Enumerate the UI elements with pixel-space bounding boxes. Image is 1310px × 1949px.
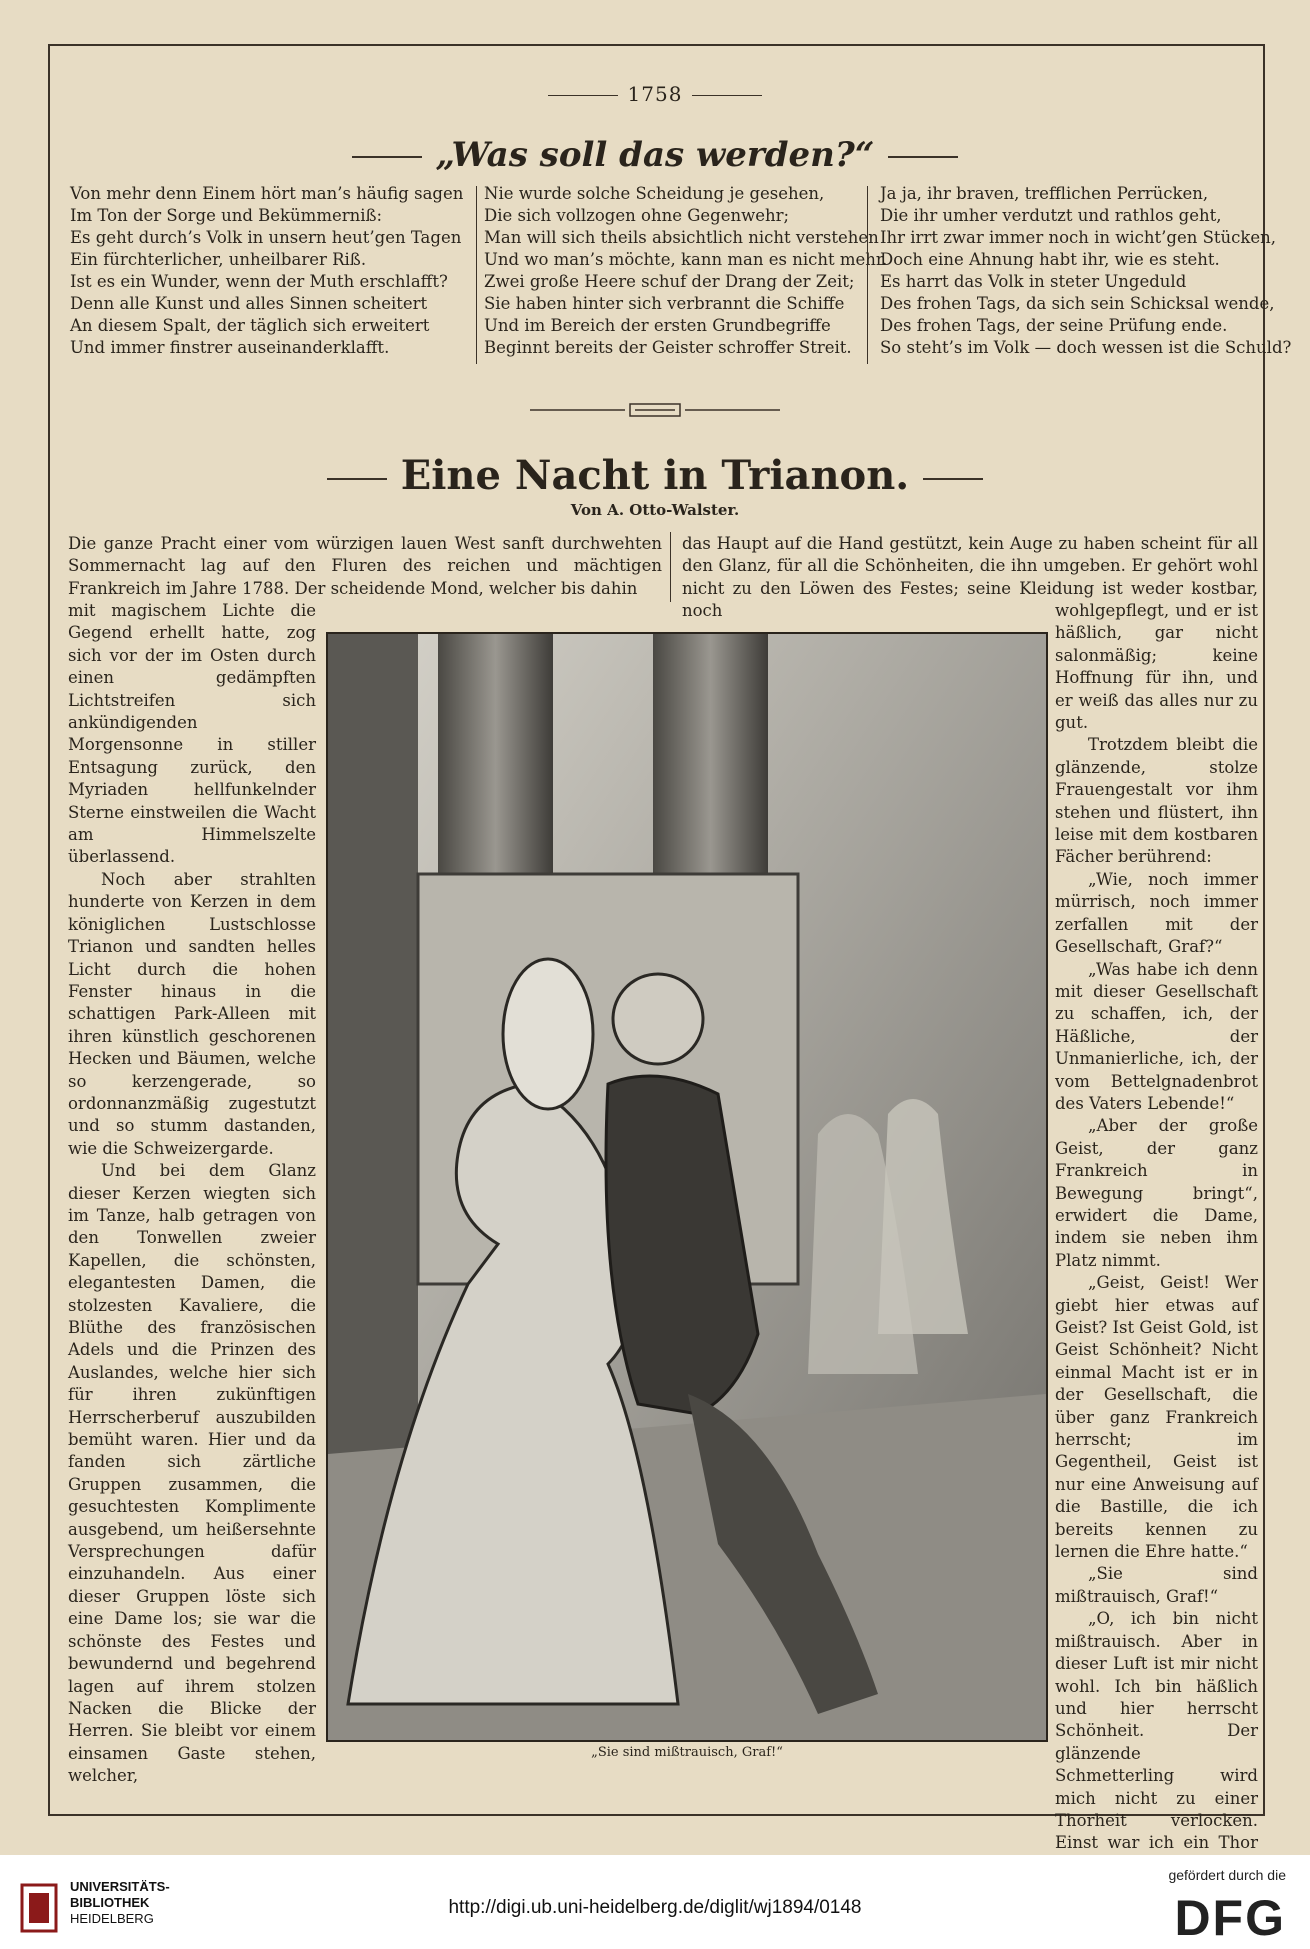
poem-line: Und immer finstrer auseinanderklafft. [70, 338, 390, 357]
paragraph: Trotzdem bleibt die glänzende, stolze Frauengestalt vor ihm stehen und flüstert, ihn leise mit dem kostbaren Fächer berührend: [1055, 735, 1258, 867]
paragraph: wohlgepflegt, und er ist häßlich, gar nicht salonmäßig; keine Hoffnung für ihn, und er weiß das alles nur zu gut. [1055, 601, 1258, 733]
poem-line: Und im Bereich der ersten Grundbegriffe [484, 316, 831, 335]
poem-column-2 [484, 183, 887, 359]
dfg-logo: DFG [1174, 1890, 1286, 1946]
poem-line: Ihr irrt zwar immer noch in wicht’gen Stücken, [880, 228, 1277, 247]
paragraph: „Geist, Geist! Wer giebt hier etwas auf Geist? Ist Geist Gold, ist Geist Schönheit? Nicht einmal Macht ist er in der Gesellschaft, die über ganz Frankreich herrscht; im Gegentheil, Geist ist nur eine Anweisung auf die Bastille, die ich bereits kennen zu lernen die Ehre hatte.“ [1055, 1273, 1258, 1562]
poem-line: Doch eine Ahnung habt ihr, wie es steht. [880, 250, 1220, 269]
intro-left [68, 533, 662, 600]
poem-line: Im Ton der Sorge und Bekümmerniß: [70, 206, 383, 225]
page-number-text: 1758 [627, 82, 683, 106]
illustration-drawing [328, 634, 1046, 1740]
poem-line: Zwei große Heere schuf der Drang der Zeit; [484, 272, 855, 291]
poem-line: Von mehr denn Einem hört man’s häufig sagen [70, 184, 464, 203]
poem-line: Denn alle Kunst und alles Sinnen scheitert [70, 294, 428, 313]
story-title [0, 452, 1310, 499]
intro-left-text: Die ganze Pracht einer vom würzigen lauen West sanft durchwehten Sommernacht lag auf den Fluren des reichen und mächtigen Frankreich im Jahre 1788. Der scheidende Mond, welcher bis dahin [68, 534, 662, 598]
poem-line: Man will sich theils absichtlich nicht verstehen [484, 228, 879, 247]
university-line-1: UNIVERSITÄTS- [70, 1879, 170, 1894]
poem-divider [476, 186, 477, 364]
poem-divider [867, 186, 868, 364]
poem-line: Es harrt das Volk in steter Ungeduld [880, 272, 1187, 291]
right-column [1055, 600, 1258, 1855]
intro-right-text: das Haupt auf die Hand gestützt, kein Auge zu haben scheint für all den Glanz, für all die Schönheiten, die ihn umgeben. Er gehört wohl nicht zu den Löwen des Festes; seine Kleidung ist weder kostbar, noch [682, 534, 1258, 621]
poem-line: Ein fürchterlicher, unheilbarer Riß. [70, 250, 367, 269]
poem-line: Ist es ein Wunder, wenn der Muth erschlafft? [70, 272, 448, 291]
story-title-text: Eine Nacht in Trianon. [400, 452, 910, 499]
funded-by-text: gefördert durch die [1168, 1867, 1286, 1883]
poem-line: Des frohen Tags, da sich sein Schicksal wende, [880, 294, 1275, 313]
column-divider [670, 532, 671, 602]
poem-line: Es geht durch’s Volk in unsern heut’gen Tagen [70, 228, 462, 247]
poem-line: Und wo man’s möchte, kann man es nicht mehr. [484, 250, 888, 269]
poem-title [0, 135, 1310, 175]
source-url-link[interactable]: http://digi.ub.uni-heidelberg.de/diglit/wj1894/0148 [448, 1897, 862, 1918]
paragraph: Noch aber strahlten hunderte von Kerzen in dem königlichen Lustschlosse Trianon und sandten helles Licht durch die hohen Fenster hinaus in die schattigen Park-Alleen mit ihren künstlich geschorenen Hecken und Bäumen, welche so kerzengerade, so ordonnanzmäßig zugestutzt und so stumm dastanden, wie die Schweizergarde. [68, 869, 316, 1158]
poem-title-text: „Was soll das werden?“ [435, 135, 875, 175]
poem-line: Die sich vollzogen ohne Gegenwehr; [484, 206, 790, 225]
byline: Von A. Otto-Walster. [570, 501, 740, 519]
poem-line: Des frohen Tags, der seine Prüfung ende. [880, 316, 1228, 335]
poem-line: Beginnt bereits der Geister schroffer Streit. [484, 338, 852, 357]
illustration-caption: „Sie sind mißtrauisch, Graf!“ [591, 1745, 783, 1760]
paragraph: „Wie, noch immer mürrisch, noch immer zerfallen mit der Gesellschaft, Graf?“ [1055, 869, 1258, 957]
paragraph: „Was habe ich denn mit dieser Gesellschaft zu schaffen, ich, der Häßliche, der Unmanierliche, ich, der vom Bettelgnadenbrot des Vaters Lebende!“ [1055, 959, 1258, 1113]
digital-library-footer [0, 1855, 1310, 1949]
engraving-illustration [326, 632, 1048, 1742]
poem-line: Die ihr umher verdutzt und rathlos geht, [880, 206, 1222, 225]
poem-line: An diesem Spalt, der täglich sich erweitert [70, 316, 430, 335]
university-line-3: HEIDELBERG [70, 1911, 154, 1926]
paragraph: mit magischem Lichte die Gegend erhellt hatte, zog sich vor der im Osten durch einen gedämpften Lichtstreifen sich ankündigenden Morgensonne in stiller Entsagung zurück, den Myriaden hellfunkelnder Sterne einstweilen die Wacht am Himmelszelte überlassend. [68, 601, 316, 867]
poem-column-3 [880, 183, 1291, 359]
paragraph: Und bei dem Glanz dieser Kerzen wiegten sich im Tanze, halb getragen von den Tonwellen zweier Kapellen, die schönsten, elegantesten Damen, die stolzesten Kavaliere, die Blüthe des französischen Adels und die Prinzen des Auslandes, welche hier sich für ihren zukünftigen Herrscherberuf auszubilden bemüht waren. Hier und da fanden sich zärtliche Gruppen zusammen, die gesuchtesten Komplimente ausgebend, um heißersehnte Versprechungen dafür einzuhandeln. Aus einer dieser Gruppen löste sich eine Dame los; sie war die schönste des Festes und bewundernd und begehrend lagen auf ihrem stolzen Nacken die Blicke der Herren. Sie bleibt vor einem einsamen Gaste stehen, welcher, [68, 1161, 316, 1786]
poem-line: So steht’s im Volk — doch wessen ist die Schuld? [880, 338, 1292, 357]
page-number [0, 82, 1310, 106]
poem-line: Nie wurde solche Scheidung je gesehen, [484, 184, 825, 203]
poem-line: Ja ja, ihr braven, trefflichen Perrücken, [880, 184, 1209, 203]
paragraph: „Sie sind mißtrauisch, Graf!“ [1055, 1564, 1258, 1606]
poem-line: Sie haben hinter sich verbrannt die Schiffe [484, 294, 845, 313]
university-line-2: BIBLIOTHEK [70, 1895, 150, 1910]
left-column [68, 600, 316, 1788]
paragraph: „O, ich bin nicht mißtrauisch. Aber in dieser Luft ist mir nicht wohl. Ich bin häßlich und hier herrscht Schönheit. Der glänzende Schmetterling wird mich nicht zu einer Thorheit verlocken. Einst war ich ein Thor [1055, 1609, 1258, 1853]
paragraph: „Aber der große Geist, der ganz Frankreich in Bewegung bringt“, erwidert die Dame, indem sie neben ihm Platz nimmt. [1055, 1116, 1258, 1270]
divider-ornament [530, 401, 780, 419]
poem-column-1 [70, 183, 463, 359]
